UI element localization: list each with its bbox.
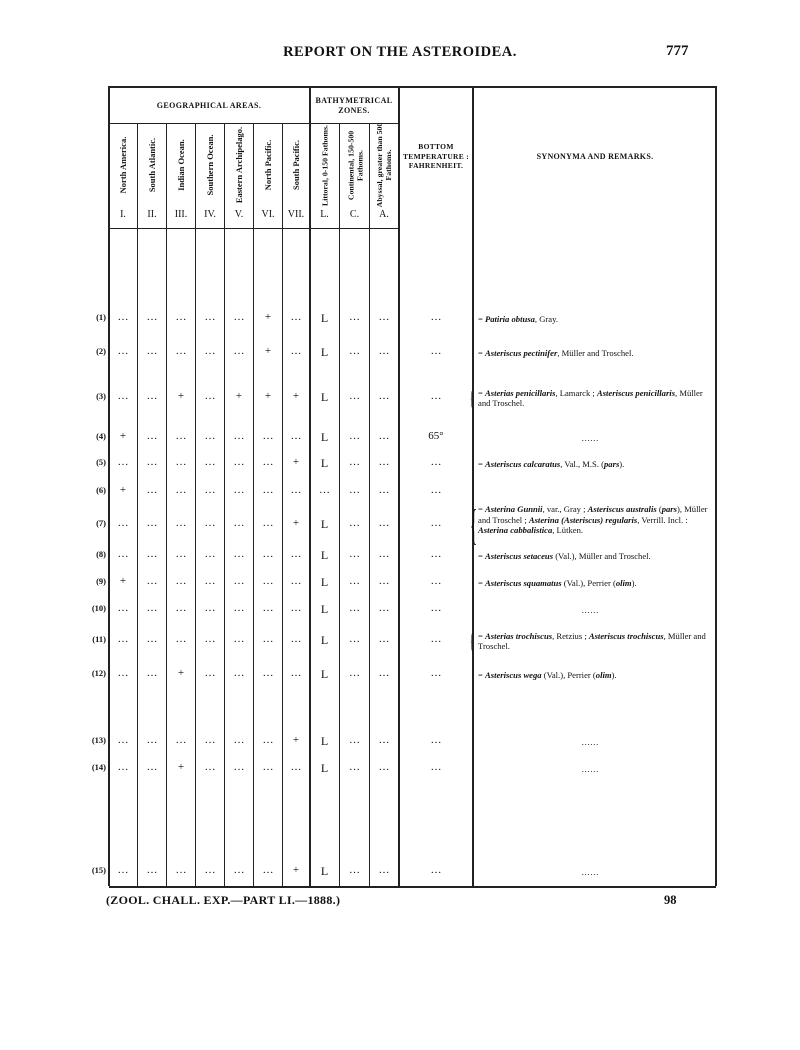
synonym-text: = bbox=[478, 348, 485, 358]
synonym-cell bbox=[478, 388, 716, 410]
synonym-text: ). bbox=[619, 459, 625, 469]
table-cell: + bbox=[264, 345, 272, 357]
table-cell: … bbox=[349, 345, 360, 357]
group-divider-rule bbox=[472, 86, 474, 886]
synonym-cell bbox=[478, 348, 716, 359]
table-cell: … bbox=[262, 548, 274, 560]
table-cell: … bbox=[349, 484, 360, 496]
table-cell: … bbox=[204, 345, 216, 357]
column-number: I. bbox=[120, 209, 126, 220]
table-cell: + bbox=[292, 517, 300, 529]
column-header: South Atlantic. bbox=[146, 137, 157, 193]
table-cell: … bbox=[378, 345, 390, 357]
synonym-text: , Müller and Troschel. bbox=[478, 387, 703, 409]
brace-mark: { bbox=[470, 385, 474, 410]
table-cell: + bbox=[292, 456, 300, 468]
row-label: (5) bbox=[96, 457, 106, 467]
table-cell: … bbox=[262, 456, 274, 468]
table-cell: … bbox=[290, 667, 302, 679]
table-cell: … bbox=[349, 517, 360, 529]
synonym-cell bbox=[478, 314, 716, 325]
brace-mark: { bbox=[470, 628, 474, 653]
table-cell: … bbox=[290, 430, 302, 442]
synonym-text: = bbox=[478, 630, 485, 641]
table-cell: … bbox=[204, 761, 216, 773]
column-number: II. bbox=[147, 209, 157, 220]
temperature-cell: … bbox=[430, 633, 442, 645]
column-number: III. bbox=[174, 209, 188, 220]
table-cell: … bbox=[349, 456, 360, 468]
table-cell: … bbox=[290, 602, 302, 614]
taxon-name: Asteriscus calcaratus bbox=[485, 459, 561, 469]
bathymetrical-header-line: ZONES. bbox=[338, 106, 370, 115]
taxon-name: Asterias trochiscus bbox=[485, 630, 553, 641]
row-label: (2) bbox=[96, 346, 106, 356]
table-cell: … bbox=[146, 517, 158, 529]
table-cell: … bbox=[146, 575, 158, 587]
table-cell: + bbox=[177, 667, 185, 679]
table-cell: … bbox=[233, 602, 245, 614]
synonym-text: = bbox=[478, 551, 485, 561]
table-cell: … bbox=[378, 484, 390, 496]
temperature-cell: … bbox=[430, 517, 442, 529]
table-cell: … bbox=[204, 517, 216, 529]
row-label: (10) bbox=[91, 603, 106, 613]
table-cell: + bbox=[177, 390, 185, 402]
table-cell: … bbox=[146, 734, 158, 746]
temperature-header-line: TEMPERATURE : bbox=[402, 151, 470, 161]
table-cell: L bbox=[320, 548, 329, 562]
table-cell: … bbox=[262, 430, 274, 442]
table-cell: … bbox=[117, 734, 129, 746]
table-cell: … bbox=[349, 430, 360, 442]
synonym-cell bbox=[560, 867, 620, 878]
table-cell: … bbox=[262, 633, 274, 645]
table-cell: L bbox=[320, 390, 329, 404]
row-label: (12) bbox=[91, 668, 106, 678]
table-cell: … bbox=[262, 734, 274, 746]
taxon-name: Asteriscus australis bbox=[587, 503, 657, 514]
synonym-text: …… bbox=[581, 764, 599, 774]
table-cell: + bbox=[264, 311, 272, 323]
table-cell: … bbox=[175, 456, 187, 468]
table-cell: … bbox=[204, 602, 216, 614]
table-cell: … bbox=[378, 602, 390, 614]
bathymetrical-header-line: BATHYMETRICAL bbox=[315, 96, 393, 105]
synonym-text: , Retzius ; bbox=[552, 630, 589, 641]
table-cell: … bbox=[262, 761, 274, 773]
table-cell: … bbox=[117, 311, 129, 323]
table-cell: L bbox=[320, 864, 329, 878]
synonym-text: , var., Gray ; bbox=[542, 503, 588, 514]
table-cell: + bbox=[292, 864, 300, 876]
table-cell: … bbox=[378, 548, 390, 560]
table-cell: … bbox=[175, 345, 187, 357]
table-cell: … bbox=[319, 484, 330, 496]
taxon-name: olim bbox=[615, 578, 632, 588]
table-cell: … bbox=[378, 311, 390, 323]
table-cell: … bbox=[146, 345, 158, 357]
table-cell: + bbox=[235, 390, 243, 402]
table-cell: … bbox=[175, 734, 187, 746]
synonym-text: …… bbox=[581, 737, 599, 747]
column-number: C. bbox=[349, 209, 360, 220]
column-number: IV. bbox=[204, 209, 216, 220]
synonym-text: , Lamarck ; bbox=[555, 387, 597, 398]
table-cell: … bbox=[175, 864, 187, 876]
table-cell: + bbox=[292, 390, 300, 402]
column-header: Indian Ocean. bbox=[175, 139, 186, 191]
table-cell: … bbox=[117, 345, 129, 357]
table-cell: + bbox=[264, 390, 272, 402]
table-cell: … bbox=[378, 667, 390, 679]
taxon-name: Asteriscus setaceus bbox=[485, 551, 554, 561]
table-cell: … bbox=[233, 734, 245, 746]
column-header: North America. bbox=[117, 136, 128, 194]
table-cell: … bbox=[290, 548, 302, 560]
synonym-cell bbox=[478, 631, 716, 653]
footer-signature: 98 bbox=[664, 893, 677, 907]
synonym-text: (Val.), Perrier ( bbox=[561, 578, 616, 588]
synonym-text: …… bbox=[581, 433, 599, 443]
table-cell: … bbox=[233, 345, 245, 357]
taxon-name: Asterina (Asteriscus) regularis bbox=[528, 514, 638, 525]
table-cell: … bbox=[233, 761, 245, 773]
synonym-cell bbox=[478, 551, 716, 562]
temperature-header-line: FAHRENHEIT. bbox=[408, 161, 464, 170]
bottom-temperature-header bbox=[400, 142, 472, 171]
temperature-header-line: BOTTOM bbox=[418, 142, 454, 151]
table-cell: … bbox=[117, 517, 129, 529]
table-cell: … bbox=[175, 548, 187, 560]
table-top-rule bbox=[109, 86, 716, 88]
taxon-name: Asteriscus wega bbox=[485, 670, 542, 680]
synonym-text: = bbox=[478, 503, 485, 514]
table-cell: … bbox=[233, 575, 245, 587]
synonym-cell bbox=[560, 737, 620, 748]
temperature-cell: … bbox=[430, 456, 442, 468]
table-cell: … bbox=[175, 575, 187, 587]
row-label: (4) bbox=[96, 431, 106, 441]
synonyms-header: SYNONYMA AND REMARKS. bbox=[536, 152, 654, 161]
table-cell: … bbox=[117, 548, 129, 560]
table-cell: … bbox=[378, 575, 390, 587]
temperature-cell: … bbox=[430, 390, 442, 402]
taxon-name: Asterina Gunnii bbox=[485, 503, 543, 514]
table-cell: … bbox=[204, 667, 216, 679]
synonym-text: = bbox=[478, 387, 485, 398]
table-cell: … bbox=[233, 667, 245, 679]
table-cell: … bbox=[349, 667, 360, 679]
row-label: (3) bbox=[96, 391, 106, 401]
table-cell: … bbox=[175, 430, 187, 442]
synonym-text: …… bbox=[581, 605, 599, 615]
table-cell: … bbox=[349, 311, 360, 323]
table-cell: … bbox=[204, 311, 216, 323]
brace-mark: { bbox=[470, 501, 478, 549]
table-cell: … bbox=[349, 602, 360, 614]
table-cell: L bbox=[320, 633, 329, 647]
table-cell: … bbox=[378, 390, 390, 402]
table-cell: … bbox=[117, 864, 129, 876]
table-cell: … bbox=[349, 548, 360, 560]
table-cell: … bbox=[378, 456, 390, 468]
table-cell: … bbox=[378, 761, 390, 773]
table-cell: … bbox=[233, 430, 245, 442]
table-cell: … bbox=[117, 390, 129, 402]
table-cell: … bbox=[349, 575, 360, 587]
table-cell: … bbox=[262, 602, 274, 614]
synonym-text: ), Müller and Troschel ; bbox=[478, 503, 708, 525]
table-cell: … bbox=[290, 484, 302, 496]
table-cell: … bbox=[146, 633, 158, 645]
taxon-name: Asteriscus trochiscus bbox=[588, 630, 664, 641]
table-cell: … bbox=[349, 864, 360, 876]
table-cell: L bbox=[320, 734, 329, 748]
synonym-text: , Val., M.S. ( bbox=[560, 459, 604, 469]
temperature-cell: … bbox=[430, 734, 442, 746]
table-cell: … bbox=[262, 864, 274, 876]
column-number: V. bbox=[234, 209, 244, 220]
table-cell: … bbox=[349, 390, 360, 402]
synonym-cell bbox=[478, 504, 716, 536]
page-number: 777 bbox=[666, 43, 689, 59]
synonym-text: ). bbox=[631, 578, 637, 588]
taxon-name: Asterina cabbalistica bbox=[478, 525, 553, 536]
taxon-name: Asteriscus penicillaris bbox=[596, 387, 676, 398]
temperature-cell: … bbox=[430, 602, 442, 614]
table-cell: + bbox=[177, 761, 185, 773]
synonym-cell bbox=[560, 764, 620, 775]
table-cell: + bbox=[119, 484, 127, 496]
column-number: VI. bbox=[261, 209, 275, 220]
table-cell: L bbox=[320, 311, 329, 325]
synonym-text: , Müller and Troschel. bbox=[557, 348, 634, 358]
table-right-rule bbox=[715, 86, 717, 886]
row-label: (7) bbox=[96, 518, 106, 528]
column-header: Eastern Archipelago. bbox=[233, 126, 244, 204]
row-label: (13) bbox=[91, 735, 106, 745]
taxon-name: pars bbox=[604, 459, 620, 469]
column-header: North Pacific. bbox=[262, 139, 273, 191]
table-cell: … bbox=[290, 633, 302, 645]
table-cell: … bbox=[233, 456, 245, 468]
column-header: Continental, 150-500 Fathoms. bbox=[345, 130, 364, 200]
table-cell: … bbox=[290, 575, 302, 587]
table-cell: … bbox=[146, 864, 158, 876]
synonym-text: (Val.), Perrier ( bbox=[541, 670, 596, 680]
temperature-cell: … bbox=[430, 548, 442, 560]
table-cell: … bbox=[233, 548, 245, 560]
table-cell: … bbox=[349, 761, 360, 773]
table-cell: … bbox=[204, 456, 216, 468]
table-cell: … bbox=[146, 484, 158, 496]
table-cell: … bbox=[378, 864, 390, 876]
synonym-text: , Lütken. bbox=[552, 525, 584, 536]
table-cell: … bbox=[262, 517, 274, 529]
synonym-cell bbox=[560, 605, 620, 616]
table-cell: … bbox=[204, 575, 216, 587]
table-cell: … bbox=[117, 667, 129, 679]
table-cell: L bbox=[320, 575, 329, 589]
table-cell: … bbox=[175, 517, 187, 529]
header-bottom-rule bbox=[109, 228, 399, 229]
bathymetrical-zones-header bbox=[309, 96, 399, 116]
table-cell: … bbox=[175, 484, 187, 496]
synonym-text: …… bbox=[581, 867, 599, 877]
table-cell: … bbox=[146, 390, 158, 402]
table-cell: L bbox=[320, 761, 329, 775]
table-cell: + bbox=[292, 734, 300, 746]
synonym-text: , Gray. bbox=[534, 314, 558, 324]
table-cell: … bbox=[146, 761, 158, 773]
table-cell: … bbox=[378, 517, 390, 529]
temperature-cell: … bbox=[430, 864, 442, 876]
table-cell: … bbox=[175, 602, 187, 614]
table-cell: … bbox=[378, 430, 390, 442]
table-cell: … bbox=[146, 548, 158, 560]
column-header: South Pacific. bbox=[290, 139, 301, 191]
row-label: (11) bbox=[92, 634, 106, 644]
table-cell: … bbox=[233, 517, 245, 529]
temperature-cell: … bbox=[430, 484, 442, 496]
table-cell: … bbox=[146, 667, 158, 679]
column-header: Abyssal, greater than 500 Fathoms. bbox=[375, 122, 393, 208]
column-header: Southern Ocean. bbox=[204, 134, 215, 196]
table-cell: … bbox=[378, 734, 390, 746]
synonym-cell bbox=[478, 459, 716, 470]
table-cell: … bbox=[290, 311, 302, 323]
table-cell: … bbox=[378, 633, 390, 645]
synonym-cell bbox=[560, 433, 620, 444]
table-cell: … bbox=[262, 667, 274, 679]
column-number: VII. bbox=[287, 209, 305, 220]
synonym-text: = bbox=[478, 459, 485, 469]
table-cell: … bbox=[233, 484, 245, 496]
synonym-cell bbox=[478, 670, 716, 681]
column-number: L. bbox=[320, 209, 329, 220]
table-cell: … bbox=[349, 734, 360, 746]
table-cell: … bbox=[146, 456, 158, 468]
row-label: (6) bbox=[96, 485, 106, 495]
table-cell: … bbox=[290, 761, 302, 773]
row-label: (15) bbox=[91, 865, 106, 875]
temperature-cell: … bbox=[430, 311, 442, 323]
taxon-name: Patiria obtusa bbox=[485, 314, 535, 324]
table-cell: … bbox=[175, 311, 187, 323]
synonym-text: ). bbox=[611, 670, 617, 680]
table-cell: … bbox=[146, 311, 158, 323]
taxon-name: olim bbox=[595, 670, 612, 680]
table-cell: + bbox=[119, 575, 127, 587]
table-cell: … bbox=[204, 864, 216, 876]
table-cell: L bbox=[320, 430, 329, 444]
column-number: A. bbox=[379, 209, 389, 220]
table-bottom-rule bbox=[109, 886, 716, 888]
running-title: REPORT ON THE ASTEROIDEA. bbox=[283, 44, 517, 60]
temperature-cell: … bbox=[430, 345, 442, 357]
taxon-name: Asteriscus pectinifer bbox=[485, 348, 558, 358]
temperature-cell: … bbox=[430, 667, 442, 679]
row-label: (1) bbox=[96, 312, 106, 322]
taxon-name: Asterias penicillaris bbox=[485, 387, 556, 398]
row-label: (8) bbox=[96, 549, 106, 559]
table-cell: L bbox=[320, 602, 329, 616]
table-cell: L bbox=[320, 456, 329, 470]
taxon-name: Asteriscus squamatus bbox=[485, 578, 562, 588]
column-header: Littoral, 0-150 Fathoms. bbox=[320, 124, 329, 206]
taxon-name: pars bbox=[661, 503, 677, 514]
table-cell: … bbox=[146, 602, 158, 614]
footer-citation: (ZOOL. CHALL. EXP.—PART LI.—1888.) bbox=[106, 893, 341, 907]
table-cell: … bbox=[262, 575, 274, 587]
table-cell: … bbox=[204, 734, 216, 746]
table-cell: … bbox=[233, 311, 245, 323]
table-cell: … bbox=[117, 456, 129, 468]
synonym-text: (Val.), Müller and Troschel. bbox=[553, 551, 651, 561]
table-cell: … bbox=[233, 864, 245, 876]
table-cell: … bbox=[204, 548, 216, 560]
synonym-text: = bbox=[478, 314, 485, 324]
synonym-text: ( bbox=[656, 503, 662, 514]
synonym-text: = bbox=[478, 578, 485, 588]
synonym-text: = bbox=[478, 670, 485, 680]
table-cell: L bbox=[320, 667, 329, 681]
table-cell: + bbox=[119, 430, 127, 442]
table-cell: … bbox=[233, 633, 245, 645]
temperature-cell: 65° bbox=[428, 430, 444, 442]
temperature-cell: … bbox=[430, 761, 442, 773]
row-label: (9) bbox=[96, 576, 106, 586]
table-cell: … bbox=[117, 602, 129, 614]
synonym-text: , Verrill. Incl. : bbox=[637, 514, 688, 525]
table-cell: L bbox=[320, 345, 329, 359]
temperature-cell: … bbox=[430, 575, 442, 587]
table-cell: L bbox=[320, 517, 329, 531]
table-cell: … bbox=[204, 633, 216, 645]
geographical-areas-header: GEOGRAPHICAL AREAS. bbox=[156, 101, 262, 110]
table-cell: … bbox=[204, 390, 216, 402]
synonym-text: , Müller and Troschel. bbox=[478, 630, 706, 652]
table-cell: … bbox=[175, 633, 187, 645]
table-cell: … bbox=[117, 633, 129, 645]
table-cell: … bbox=[204, 484, 216, 496]
table-cell: … bbox=[146, 430, 158, 442]
table-cell: … bbox=[349, 633, 360, 645]
table-cell: … bbox=[262, 484, 274, 496]
synonym-cell bbox=[478, 578, 716, 589]
row-label: (14) bbox=[91, 762, 106, 772]
table-cell: … bbox=[290, 345, 302, 357]
table-cell: … bbox=[204, 430, 216, 442]
table-cell: … bbox=[117, 761, 129, 773]
